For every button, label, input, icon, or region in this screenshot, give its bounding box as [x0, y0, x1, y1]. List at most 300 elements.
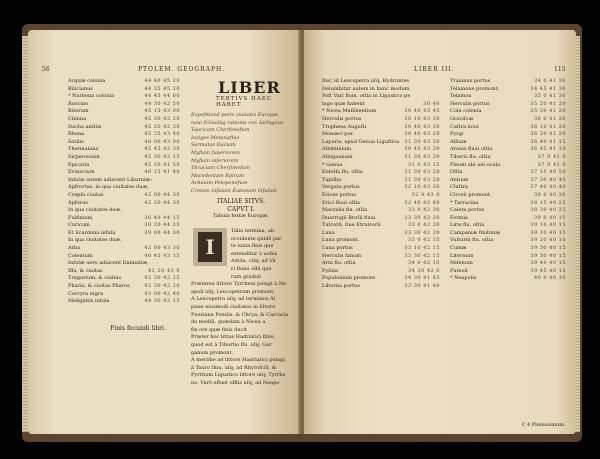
coordinates: 35 30 41 20 — [530, 108, 566, 115]
gazetteer-entry — [68, 177, 180, 185]
coordinates: 37 15 40 50 — [530, 169, 566, 176]
coordinates: 36 0 41 20 — [533, 115, 566, 122]
coordinates: 31 30 43 20 — [404, 176, 440, 183]
gazetteer-entry — [68, 154, 180, 162]
gazetteer-entry — [68, 245, 180, 253]
place-name: Albigaunum — [322, 153, 353, 160]
gazetteer-entry — [322, 93, 440, 101]
coordinates: 32 0 43 0 — [411, 191, 440, 198]
coordinates: 39 30 40 15 — [530, 245, 566, 252]
coordinates: 42 00 44 30 — [144, 191, 180, 198]
catchword: C 4 Plenissimum — [521, 422, 564, 428]
place-name: Aronis fluui oſtia — [450, 146, 493, 153]
place-name: Fulfinium — [68, 214, 93, 221]
running-head-right: LIBER III. — [414, 66, 455, 73]
gazetteer-entry — [450, 253, 566, 261]
text-line: A meridie ad littore Hadriatici pelagi, — [191, 357, 287, 364]
gazetteer-entry — [68, 139, 180, 147]
place-name: Evinacium — [68, 169, 95, 176]
decorated-initial: I — [198, 232, 222, 262]
coordinates: 45 20 41 50 — [144, 161, 180, 168]
place-name: Duarrugii Bruſii fluui — [322, 214, 376, 221]
text-line: Pueriana Pontiis, & Chrya, & Carcaria — [191, 311, 289, 318]
gazetteer-entry — [322, 116, 440, 124]
coordinates: 36 10 41 20 — [530, 123, 566, 130]
place-name: Iter, id Leucopetra uſq; Hydruntes — [322, 78, 410, 84]
gazetteer-entry — [322, 230, 440, 238]
place-name: * Narbona colonia — [68, 93, 115, 100]
coordinates: 44 35 45 20 — [144, 85, 180, 92]
place-name: Sirperonium — [68, 153, 100, 160]
place-name: Sotilis — [68, 138, 84, 145]
coordinates: 30 40 43 20 — [404, 131, 440, 138]
place-name: * Tarracina — [450, 199, 479, 206]
place-name: Colentum — [68, 252, 93, 259]
gazetteer-entry — [450, 200, 566, 208]
text-line: Tauricam Cherfonefum — [191, 127, 250, 134]
text-line: pium eiusmodi ciuitates in littore — [191, 303, 276, 310]
coordinates: 38 15 40 25 — [530, 199, 566, 206]
place-name: Iffa, & ciuitas — [68, 267, 103, 274]
coordinates: 37 30 40 40 — [530, 176, 566, 183]
text-line: Myfiam inferiorem — [191, 157, 239, 164]
place-name: Poſt Vari flum. oſtia in Ligustico pe — [322, 93, 411, 100]
place-name: Crepfa ciuitas — [68, 191, 104, 198]
place-name: Tuſcorū, ſiue Etruſcorū — [322, 222, 381, 229]
place-name: * Nicea Maflilienſium — [322, 108, 377, 115]
gazetteer-entry — [68, 253, 180, 261]
place-name: Monœci por. — [322, 131, 354, 138]
left-footer — [88, 325, 188, 333]
coordinates: 36 40 41 15 — [530, 138, 566, 145]
place-name: Ruscino — [68, 100, 89, 107]
left-page — [28, 30, 302, 434]
place-name: Tigullia — [322, 176, 342, 183]
place-name: Apfrortus, in qua ciuitates duæ, — [68, 184, 149, 191]
coordinates: 44 30 42 50 — [144, 100, 180, 107]
gazetteer-entry — [450, 230, 566, 238]
text-line: Myfiam fuperiorem — [191, 149, 240, 156]
text-line: te iuxta finis que — [231, 243, 274, 250]
coordinates: 34 30 41 45 — [404, 275, 440, 282]
coordinates: 37 0 41 0 — [537, 153, 566, 160]
gazetteer-entry — [322, 146, 440, 154]
coordinates: 42 30 42 10 — [144, 283, 180, 290]
place-name: Alſium — [450, 138, 467, 145]
coordinates: 38 30 40 25 — [530, 207, 566, 214]
place-name: Corcyra nigra — [68, 290, 104, 297]
text-line: Præter hoc littus Hadriatici finis, — [191, 334, 276, 341]
text-line: fin ore quæ finis ducit — [191, 326, 247, 333]
place-name: Herculis portus — [450, 100, 490, 107]
coordinates: 31 30 43 30 — [404, 138, 440, 145]
gazetteer-entry — [450, 184, 566, 192]
coordinates: 45 30 43 20 — [144, 115, 180, 122]
gazetteer-entry — [68, 222, 180, 230]
coordinates: 44 30 42 15 — [144, 298, 180, 305]
gazetteer-entry — [450, 93, 566, 101]
gazetteer-entry — [450, 245, 566, 253]
text-line: no, Varō efluet offiis uſq; ad Neapo — [191, 379, 280, 386]
place-name: Campaniæ finitimæ — [450, 229, 501, 236]
gazetteer-entry — [68, 260, 180, 268]
gazetteer-entry — [322, 169, 440, 177]
text-line: quod est à Tiburtio flu. uſq; Gar — [191, 341, 272, 348]
gazetteer-entry — [68, 162, 180, 170]
place-name: Infulæ autem adiacent Liburniæ: — [68, 176, 152, 183]
gazetteer-entry — [68, 169, 180, 177]
right-page — [304, 30, 576, 434]
place-name: Pyrgi — [450, 131, 464, 138]
text-line: Expofitionē poris ciuitatis Europæ, — [191, 112, 280, 118]
gazetteer-entry — [322, 124, 440, 132]
text-line: Pyrrhum Ligustico littore uſq; Tyrrhe — [191, 372, 286, 379]
gazetteer-entry — [450, 116, 566, 124]
gazetteer-entry — [68, 78, 180, 86]
gazetteer-entry — [322, 78, 440, 86]
place-name: Coſa colonia — [450, 108, 482, 115]
coordinates: 33 30 42 20 — [404, 229, 440, 236]
place-name: Acquæ colonia — [68, 78, 106, 84]
coordinates: 41 20 43 0 — [147, 267, 180, 274]
coordinates: 30 40 43 45 — [404, 108, 440, 115]
gazetteer-entry — [450, 131, 566, 139]
text-line: A Leucopetra uſq; ad terminos Al — [191, 296, 276, 303]
place-name: Circeii promont. — [450, 191, 492, 198]
text-line: ganum promont. — [191, 349, 234, 356]
place-name: Thermalana — [68, 146, 99, 153]
gazetteer-entry — [322, 200, 440, 208]
gazetteer-entry — [450, 275, 566, 283]
gazetteer-entry — [450, 177, 566, 185]
gazetteer-entry — [68, 268, 180, 276]
text-line: Iaziges Metanaftas — [191, 134, 240, 141]
gazetteer-entry — [68, 230, 180, 238]
text-line: Achaiam Peloponefum — [191, 180, 248, 187]
coordinates: 38 20 44 25 — [144, 222, 180, 229]
gazetteer-entry — [322, 192, 440, 200]
gazetteer-entry — [68, 192, 180, 200]
place-name: Liternum — [450, 252, 474, 259]
gazetteer-entry — [450, 260, 566, 268]
place-name: Pyſula — [322, 267, 338, 274]
place-name: Luna — [322, 229, 335, 236]
gazetteer-entry — [68, 184, 180, 192]
place-name: Herculis portus — [322, 115, 362, 122]
coordinates: 42 20 44 30 — [144, 199, 180, 206]
text-line: Thraciam Cherfonefum — [191, 165, 250, 172]
place-name: Herculis fanum — [322, 252, 362, 259]
gazetteer-entry — [68, 124, 180, 132]
text-line: apoli uſq; Leucopetram promont. — [191, 288, 275, 295]
place-name: Telamone promont. — [450, 85, 500, 92]
place-name: Et Scardona infula — [68, 229, 116, 236]
gazetteer-entry — [322, 283, 440, 291]
place-name: Puteoli — [450, 267, 468, 274]
gazetteer-entry — [450, 192, 566, 200]
gazetteer-entry — [322, 184, 440, 192]
gazetteer-entry — [68, 207, 180, 215]
liber-contents — [191, 112, 291, 196]
gazetteer-entry — [450, 162, 566, 170]
left-gazetteer-column — [68, 78, 180, 306]
gazetteer-entry — [322, 108, 440, 116]
text-line: à Tauro fluu. uſq; ad Rhyrofciū, & — [191, 364, 277, 371]
place-name: * Genua — [322, 161, 343, 168]
coordinates: 33 0 42 20 — [407, 222, 440, 229]
liber-title: LIBER — [218, 78, 281, 97]
coordinates: 30 10 43 30 — [404, 115, 440, 122]
gazetteer-entry — [68, 283, 180, 291]
gazetteer-entry — [322, 260, 440, 268]
place-name: Tropheus Auguſti — [322, 123, 367, 130]
text-line: Sarmatas Daciam — [191, 142, 236, 149]
chapter-body — [191, 228, 297, 387]
coordinates: 36 45 41 10 — [530, 146, 566, 153]
text-line: rum graduū — [231, 273, 262, 280]
gazetteer-entry — [450, 268, 566, 276]
gazetteer-entry — [322, 245, 440, 253]
coordinates: 45 35 43 40 — [144, 131, 180, 138]
place-name: In qua ciuitates duæ, — [68, 207, 122, 214]
gazetteer-entry — [68, 237, 180, 245]
place-name: Curicum — [68, 222, 90, 229]
gazetteer-entry — [68, 146, 180, 154]
coordinates: 46 00 43 00 — [144, 138, 180, 145]
place-name: Formia — [450, 214, 468, 221]
catchword-area — [464, 422, 564, 430]
coordinates: 37 40 40 40 — [530, 184, 566, 191]
coordinates: 40 45 43 15 — [144, 252, 180, 259]
coordinates: 35 0 41 30 — [533, 93, 566, 100]
place-name: Populonium promont. — [322, 275, 377, 282]
place-name: Liris flu. oſtia — [450, 222, 485, 229]
place-name: Miſenum — [450, 260, 473, 267]
place-name: Lapuris, apud Genua Liguſtica — [322, 138, 400, 145]
coordinates: 33 30 41 40 — [404, 283, 440, 290]
coordinates: 45 30 42 15 — [144, 153, 180, 160]
coordinates: 42 30 42 15 — [144, 275, 180, 282]
place-name: Arba — [68, 245, 81, 252]
text-line: do mediū, quædam à Nicea a — [191, 319, 266, 326]
gazetteer-entry — [450, 154, 566, 162]
running-head-left: PTOLEM. GEOGRAPH. — [138, 66, 226, 73]
coordinates: 39 10 40 15 — [530, 229, 566, 236]
gazetteer-entry — [322, 86, 440, 94]
place-name: Cumæ — [450, 245, 467, 252]
chapter-heading — [191, 198, 291, 221]
caput-heading: CAPVT I. — [227, 205, 255, 213]
gazetteer-entry — [322, 253, 440, 261]
gazetteer-entry — [450, 222, 566, 230]
place-name: * Neapolis — [450, 275, 477, 282]
place-name: Graviſcæ — [450, 115, 474, 122]
coordinates: 37 0 41 0 — [537, 161, 566, 168]
coordinates: 39 00 44 30 — [144, 229, 180, 236]
place-name: Caſtra noui — [450, 123, 479, 130]
gazetteer-entry — [68, 215, 180, 223]
place-name: Delumbitur autem in hunc modum — [322, 85, 410, 92]
gazetteer-entry — [322, 154, 440, 162]
coordinates: 31 0 43 15 — [407, 161, 440, 168]
coordinates: 34 0 41 30 — [533, 78, 566, 84]
coordinates: 33 30 42 30 — [404, 214, 440, 221]
place-name: Tragurium, & ciuitas — [68, 275, 122, 282]
coordinates: 31 30 43 20 — [404, 169, 440, 176]
text-line: Talia termina, ab — [231, 228, 274, 234]
gazetteer-entry — [68, 291, 180, 299]
place-name: Macralla flu. oſtia — [322, 207, 368, 214]
gazetteer-entry — [322, 101, 440, 109]
place-name: lago quæ habent — [322, 100, 365, 107]
gazetteer-entry — [450, 215, 566, 223]
gazetteer-entry — [322, 237, 440, 245]
place-name: Apforus — [68, 199, 88, 206]
gazetteer-entry — [68, 108, 180, 116]
place-name: Melignitis infula — [68, 298, 110, 305]
coordinates: 33 0 42 15 — [407, 237, 440, 244]
place-name: Arni flu. oſtia — [322, 260, 356, 267]
place-name: Infulæ uero adiacent Dalmatiæ, — [68, 260, 149, 267]
gazetteer-entry — [450, 86, 566, 94]
place-name: Cluſtra — [450, 184, 468, 191]
coordinates: 30 40 43 30 — [404, 123, 440, 130]
gazetteer-entry — [450, 124, 566, 132]
gazetteer-entry — [322, 275, 440, 283]
coordinates: 39 10 40 15 — [530, 222, 566, 229]
gazetteer-entry — [322, 207, 440, 215]
gazetteer-entry — [450, 169, 566, 177]
coordinates: 33 0 42 30 — [407, 207, 440, 214]
gazetteer-entry — [450, 101, 566, 109]
coordinates: 42 00 43 30 — [144, 245, 180, 252]
place-name: Telamon — [450, 93, 472, 100]
place-name: Chinna — [68, 115, 87, 122]
gazetteer-entry — [68, 116, 180, 124]
coordinates: 44 45 44 00 — [144, 93, 180, 100]
coordinates: 43 00 42 40 — [144, 290, 180, 297]
place-name: Liburna portus — [322, 283, 360, 290]
coordinates: 39 45 40 15 — [530, 267, 566, 274]
book-end-note: Finis fecundi libri. — [110, 325, 166, 332]
coordinates: 45 20 42 30 — [144, 123, 180, 130]
gazetteer-entry — [322, 131, 440, 139]
text-line: occidente quidē par — [231, 235, 282, 242]
place-name: Erici fluui oſtia — [322, 199, 361, 206]
place-name: Dacha antitis — [68, 123, 102, 130]
place-name: Fleum ubi uel ocula — [450, 161, 501, 168]
place-name: Caieta portus — [450, 207, 485, 214]
place-name: Luna promont. — [322, 237, 360, 244]
liber-subtitle: TERTIVS HAEC HABET. — [216, 96, 273, 108]
place-name: Tiberis flu. oſtia — [450, 153, 491, 160]
gazetteer-entry — [68, 275, 180, 283]
place-name: Pharia, & ciuitas Pharos — [68, 283, 130, 290]
coordinates: 40 0 40 10 — [533, 275, 566, 282]
italiae-heading: ITALIAE SITVS. — [217, 198, 265, 205]
place-name: Antium — [450, 176, 469, 183]
gazetteer-entry — [322, 162, 440, 170]
gazetteer-entry — [322, 268, 440, 276]
place-name: Erices portus — [322, 191, 356, 198]
coordinates: 39 30 40 15 — [530, 252, 566, 259]
coordinates: 39 20 40 10 — [530, 237, 566, 244]
gazetteer-entry — [450, 78, 566, 86]
tabula-line: Tabula fextæ Europæ. — [212, 213, 270, 220]
gazetteer-entry — [68, 93, 180, 101]
page-number-left: 56 — [42, 66, 50, 73]
coordinates: 39 40 40 15 — [530, 260, 566, 267]
text-line: Macedoniam Epirum — [191, 172, 245, 179]
gazetteer-entry — [322, 139, 440, 147]
coordinates: 38 0 40 30 — [533, 191, 566, 198]
coordinates: 44 40 45 20 — [144, 78, 180, 84]
gazetteer-entry — [322, 177, 440, 185]
text-line: noui fclinolüg rationis cor. Iaringuus — [191, 119, 284, 126]
right-gazetteer-column-1 — [322, 78, 440, 291]
gazetteer-entry — [68, 200, 180, 208]
coordinates: 45 15 43 00 — [144, 108, 180, 115]
coordinates: 30 45 43 20 — [404, 146, 440, 153]
coordinates: 33 30 42 15 — [404, 252, 440, 259]
book — [22, 16, 582, 444]
gazetteer-entry — [68, 86, 180, 94]
coordinates: 39 0 40 15 — [533, 214, 566, 221]
text-line: Adula, ctiq; ad Va — [231, 258, 276, 265]
coordinates: 34 45 41 30 — [530, 85, 566, 92]
place-name: Vergata portus — [322, 184, 360, 191]
gazetteer-entry — [450, 108, 566, 116]
coordinates: 32 10 43 30 — [404, 184, 440, 191]
coordinates: 36 40 44 15 — [144, 214, 180, 221]
coordinates: 30 40 — [423, 100, 440, 107]
place-name: Entella flu. oſtia — [322, 169, 363, 176]
coordinates: 32 40 42 40 — [404, 199, 440, 206]
gazetteer-entry — [68, 131, 180, 139]
coordinates: 35 20 41 20 — [530, 100, 566, 107]
gazetteer-entry — [450, 146, 566, 154]
coordinates: 34 0 42 10 — [407, 260, 440, 267]
right-gazetteer-column-2 — [450, 78, 566, 283]
text-line: ri flumi ollū que — [231, 265, 272, 272]
place-name: Vulturni flu. oſtia — [450, 237, 494, 244]
gazetteer-entry — [68, 101, 180, 109]
place-name: Luna portus — [322, 245, 353, 252]
place-name: Bilicianus — [68, 85, 93, 92]
text-line: Cretam infulam Euboeam infulam — [191, 187, 277, 194]
gazetteer-entry — [450, 207, 566, 215]
gazetteer-entry — [450, 139, 566, 147]
gazetteer-entry — [68, 298, 180, 306]
gazetteer-entry — [450, 237, 566, 245]
coordinates: 46 15 41 40 — [144, 169, 180, 176]
place-name: Rhena — [68, 131, 85, 138]
coordinates: 36 20 41 20 — [530, 131, 566, 138]
coordinates: 34 30 42 0 — [407, 267, 440, 274]
coordinates: 31 30 43 20 — [404, 153, 440, 160]
place-name: Epicaria — [68, 161, 90, 168]
place-name: Biterum — [68, 108, 89, 115]
coordinates: 33 10 42 15 — [404, 245, 440, 252]
text-line: extenditur à uobis — [231, 250, 278, 257]
gazetteer-entry — [322, 215, 440, 223]
place-name: Traianus portus — [450, 78, 491, 84]
place-name: Oſtia — [450, 169, 463, 176]
coordinates: 45 45 42 30 — [144, 146, 180, 153]
place-name: Albiminium — [322, 146, 352, 153]
gazetteer-entry — [322, 222, 440, 230]
page-number-right: 115 — [554, 66, 566, 73]
